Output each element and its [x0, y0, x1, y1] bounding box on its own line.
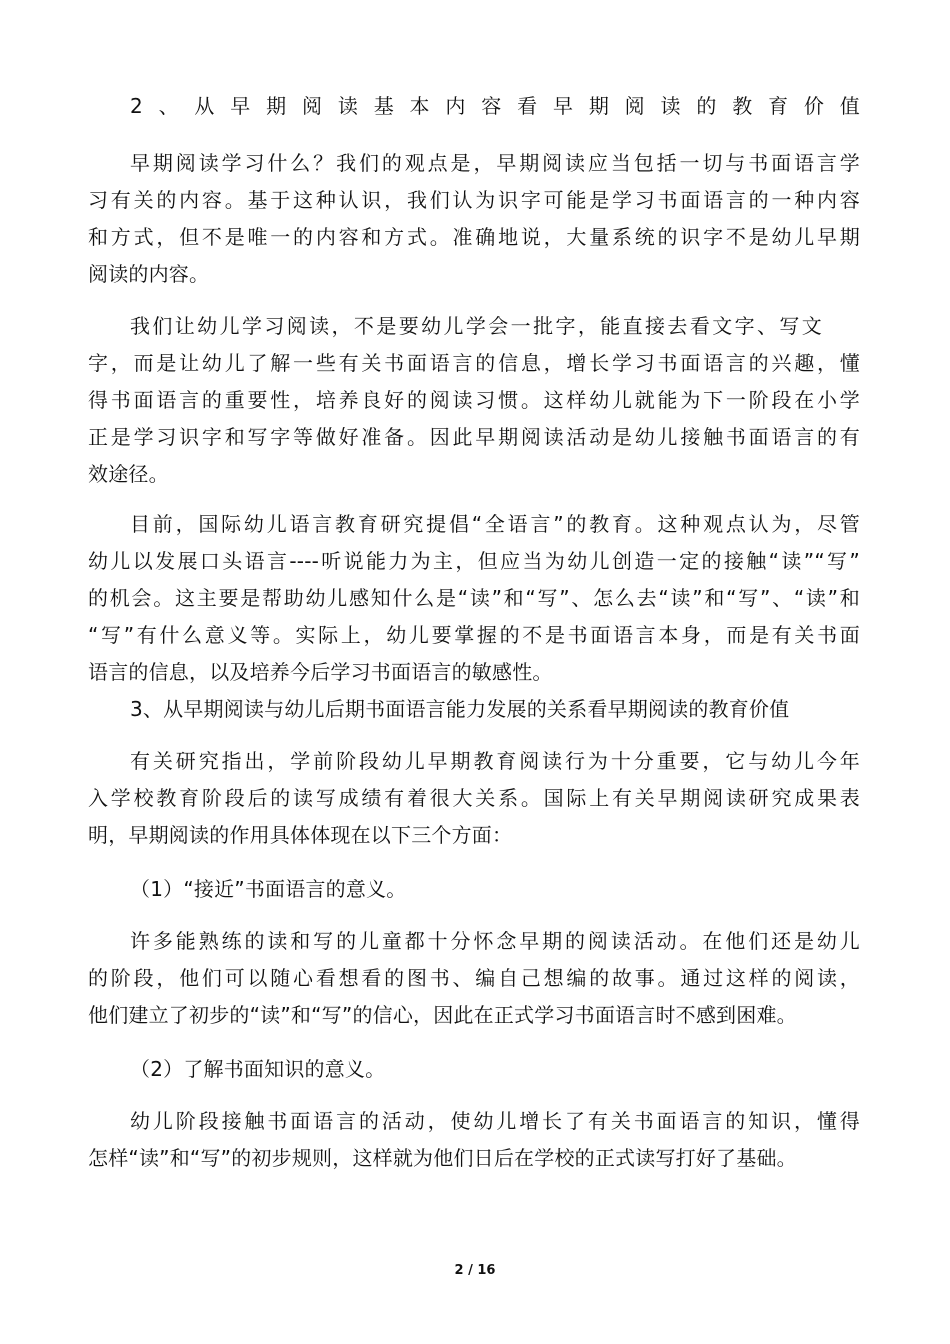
- paragraph-line: 怎样“读”和“写”的初步规则，这样就为他们日后在学校的正式读写打好了基础。: [88, 1146, 797, 1170]
- paragraph-line: 和方式，但不是唯一的内容和方式。准确地说，大量系统的识字不是幼儿早期: [88, 225, 860, 249]
- paragraph-line: 阅读的内容。: [88, 262, 210, 286]
- paragraph-line: 字，而是让幼儿了解一些有关书面语言的信息，增长学习书面语言的兴趣，懂: [88, 351, 860, 375]
- paragraph-line: “写”有什么意义等。实际上，幼儿要掌握的不是书面语言本身，而是有关书面: [88, 623, 860, 647]
- paragraph-line: 目前，国际幼儿语言教育研究提倡“全语言”的教育。这种观点认为，尽管: [130, 512, 860, 536]
- section-heading-2: 2、从早期阅读基本内容看早期阅读的教育价值: [130, 94, 860, 118]
- paragraph-line: 语言的信息，以及培养今后学习书面语言的敏感性。: [88, 660, 553, 684]
- subheading-approach: （1）“接近”书面语言的意义。: [130, 877, 407, 901]
- subheading-knowledge: （2）了解书面知识的意义。: [130, 1057, 386, 1081]
- paragraph: [88, 923, 860, 1034]
- paragraph: [88, 1103, 860, 1177]
- paragraph-line: 有关研究指出，学前阶段幼儿早期教育阅读行为十分重要，它与幼儿今年: [130, 749, 860, 773]
- page-number: 2 / 16: [454, 1263, 496, 1278]
- paragraph-line: 正是学习识字和写字等做好准备。因此早期阅读活动是幼儿接触书面语言的有: [88, 425, 860, 449]
- paragraph-line: 明，早期阅读的作用具体体现在以下三个方面：: [88, 823, 513, 847]
- paragraph-line: 幼儿以发展口头语言----听说能力为主，但应当为幼儿创造一定的接触“读”“写”: [88, 549, 860, 573]
- paragraph-line: 我们让幼儿学习阅读，不是要幼儿学会一批字，能直接去看文字、写文: [130, 314, 822, 338]
- paragraph: [88, 308, 860, 493]
- paragraph: [88, 743, 860, 854]
- paragraph-line: 的机会。这主要是帮助幼儿感知什么是“读”和“写”、怎么去“读”和“写”、“读”和: [88, 586, 860, 610]
- paragraph-line: 的阶段，他们可以随心看想看的图书、编自己想编的故事。通过这样的阅读，: [88, 966, 860, 990]
- paragraph-line: 早期阅读学习什么？我们的观点是，早期阅读应当包括一切与书面语言学: [130, 151, 860, 175]
- paragraph-line: 得书面语言的重要性，培养良好的阅读习惯。这样幼儿就能为下一阶段在小学: [88, 388, 860, 412]
- paragraph-line: 习有关的内容。基于这种认识，我们认为识字可能是学习书面语言的一种内容: [88, 188, 860, 212]
- paragraph-line: 幼儿阶段接触书面语言的活动，使幼儿增长了有关书面语言的知识，懂得: [130, 1109, 860, 1133]
- paragraph: [88, 506, 860, 691]
- paragraph-line: 他们建立了初步的“读”和“写”的信心，因此在正式学习书面语言时不感到困难。: [88, 1003, 797, 1027]
- paragraph-line: 效途径。: [88, 462, 169, 486]
- section-heading-3: 3、从早期阅读与幼儿后期书面语言能力发展的关系看早期阅读的教育价值: [130, 697, 790, 721]
- paragraph-line: 入学校教育阶段后的读写成绩有着很大关系。国际上有关早期阅读研究成果表: [88, 786, 860, 810]
- paragraph: [88, 145, 860, 293]
- paragraph-line: 许多能熟练的读和写的儿童都十分怀念早期的阅读活动。在他们还是幼儿: [130, 929, 860, 953]
